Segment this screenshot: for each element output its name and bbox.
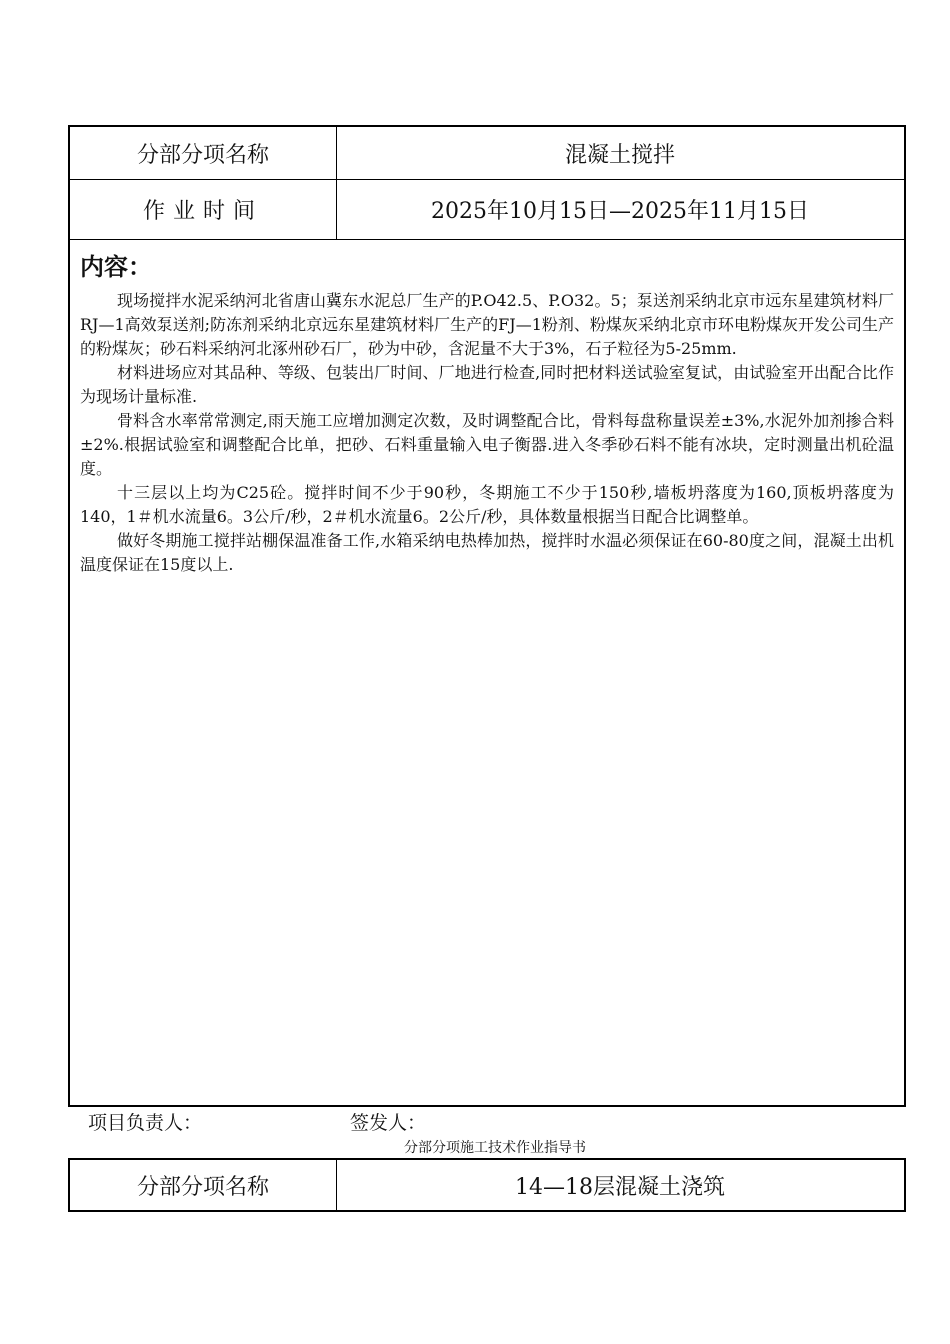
project-leader-label: 项目负责人： [88,1112,203,1134]
table-row [70,127,904,180]
guidance-table [68,125,906,1107]
section-name-label: 分部分项名称 [70,1160,337,1210]
document-subtitle: 分部分项施工技术作业指导书 [404,1140,586,1156]
work-time-value: 2025年10月15日—2025年11月15日 [431,199,809,224]
work-time-label: 作业时间 [70,180,337,239]
content-paragraph: 十三层以上均为C25砼。搅拌时间不少于90秒，冬期施工不少于150秒,墙板坍落度为160,顶板坍落度为140，1＃机水流量6。3公斤/秒，2＃机水流量6。2公斤/秒，具体数量根据当日配合比调整单。 [80,483,894,526]
section-name-value: 混凝土搅拌 [564,142,675,168]
section-name-label: 分部分项名称 [70,127,337,179]
content-section [80,251,894,577]
guidance-table-next [68,1158,906,1212]
issuer-label: 签发人： [350,1112,427,1134]
content-paragraph: 做好冬期施工搅拌站棚保温准备工作,水箱采纳电热棒加热，搅拌时水温必须保证在60-80度之间，混凝土出机温度保证在15度以上. [80,531,894,574]
section-name-value: 14—18层混凝土浇筑 [515,1174,725,1200]
content-paragraph: 骨料含水率常常测定,雨天施工应增加测定次数，及时调整配合比，骨料每盘称量误差±3%,水泥外加剂掺合料±2%.根据试验室和调整配合比单，把砂、石料重量输入电子衡器.进入冬季砂石料不能有冰块，定时测量出机砼温度。 [80,411,894,478]
content-paragraph: 材料进场应对其品种、等级、包装出厂时间、厂地进行检查,同时把材料送试验室复试，由试验室开出配合比作为现场计量标准. [80,363,894,406]
table-row [70,180,904,240]
content-paragraph: 现场搅拌水泥采纳河北省唐山冀东水泥总厂生产的P.O42.5、P.O32。5；泵送剂采纳北京市远东星建筑材料厂RJ—1高效泵送剂;防冻剂采纳北京远东星建筑材料厂生产的FJ—1粉剂、粉煤灰采纳北京市环电粉煤灰开发公司生产的粉煤灰；砂石料采纳河北涿州砂石厂，砂为中砂，含泥量不大于3%，石子粒径为5-25mm. [80,291,894,358]
content-heading: 内容： [80,253,152,281]
